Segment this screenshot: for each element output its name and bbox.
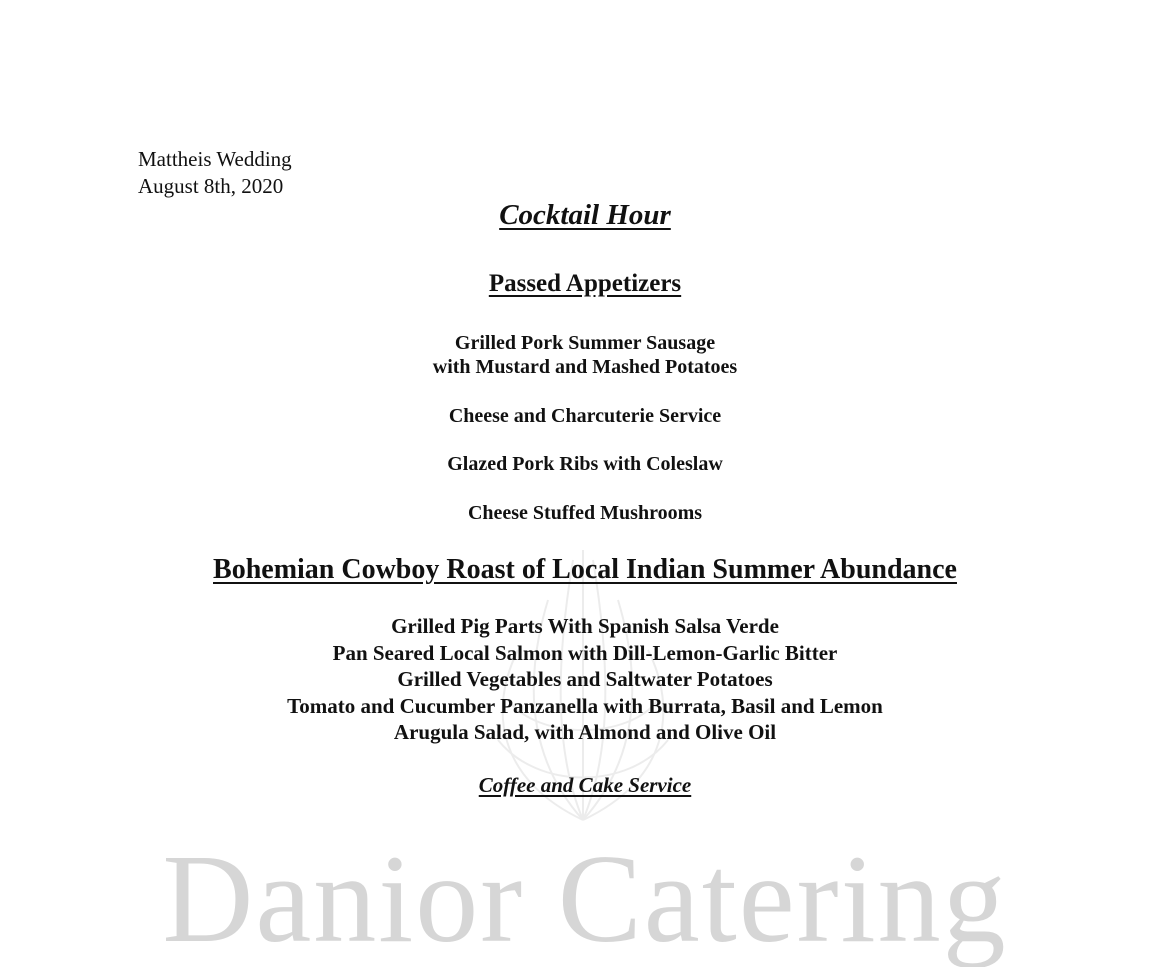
roast-item: Grilled Vegetables and Saltwater Potatoes [397,667,773,691]
roast-item: Pan Seared Local Salmon with Dill-Lemon-Garlic Bitter [332,640,838,665]
roast-item: Tomato and Cucumber Panzanella with Burrata, Basil and Lemon [287,693,883,718]
appetizer-item: Glazed Pork Ribs with Coleslaw [447,453,723,475]
roast-title: Bohemian Cowboy Roast of Local Indian Summer Abundance [213,554,957,585]
event-name: Mattheis Wedding [138,147,292,171]
event-date: August 8th, 2020 [138,174,284,198]
passed-appetizers-title: Passed Appetizers [488,270,682,297]
roast-item: Grilled Pig Parts With Spanish Salsa Verde [391,614,779,638]
appetizer-item: with Mustard and Mashed Potatoes [432,356,738,378]
roast-item: Arugula Salad, with Almond and Olive Oil [393,720,777,744]
event-info [138,146,292,200]
coffee-cake-service: Coffee and Cake Service [478,773,692,797]
appetizer-item: Cheese and Charcuterie Service [448,405,722,427]
cocktail-hour-title: Cocktail Hour [499,199,671,231]
appetizer-item: Grilled Pork Summer Sausage [454,332,716,354]
roast-list [0,613,1170,746]
watermark-text: Danior Catering [162,830,1008,967]
appetizer-item: Cheese Stuffed Mushrooms [467,502,703,524]
